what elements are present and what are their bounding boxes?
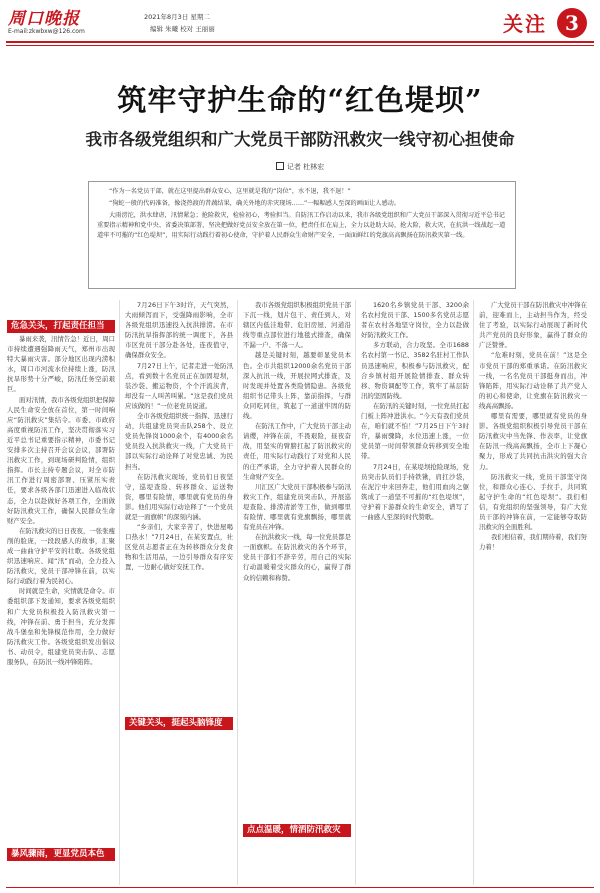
paragraph: 全市各级党组织统一指挥、迅速行动，共组建党员突击队258个、设立党员先锋岗1000余个，有4000余名党员投入抗洪救灾一线，广大党员干部以实际行动诠释了对党忠诚、为民担当。 bbox=[125, 412, 233, 471]
paragraph: 在防汛救灾的日日夜夜，一张张瘦削的脸庞，一段段感人的故事，汇聚成一曲曲守护平安的壮歌。各级党组织迅速响应、闻“汛”而动，全力投入防汛救灾，党员干部冲锋在前，以实际行动践行着为民初心。 bbox=[7, 526, 115, 586]
paragraph: 1620名乡镇党员干部、3200余名农村党员干部、1500多名党员志愿者在农村各地坚守岗位，全力以赴做好防汛救灾工作。 bbox=[361, 301, 469, 340]
paragraph: 川汇区广大党员干部积极参与防汛救灾工作，组建党员突击队，开展巡堤查险、排涝清淤等工作，做到哪里有险情、哪里就有党旗飘扬，哪里就有党员在冲锋。 bbox=[243, 482, 351, 532]
newspaper-logo: 周口晚报 bbox=[8, 9, 80, 29]
byline-text: 记者 杜林宏 bbox=[286, 163, 325, 171]
section-title: 关注 bbox=[503, 12, 547, 36]
paragraph: 多方联动，合力攻坚。全市1688名农村第一书记、3582名驻村工作队员迅速响应，积极参与防汛救灾，配合乡镇村组开展险情排查、群众转移、物资调配等工作，筑牢了基层防汛的坚固防线。 bbox=[361, 341, 469, 400]
paragraph: 面对汛情，我市各级党组织把保障人民生命安全放在首位，第一时间响应“防汛救灾”集结令。市委、市政府高度重视防汛工作，坚决贯彻落实习近平总书记重要指示精神，市委书记安排多次主持召开会议会议，部署防汛救灾工作，到现场研判险情，组织指挥。市长主持专题会议，对全市防汛工作进行周密部署、压紧压实责任，要求各级各部门迅速进入临战状态，全力以赴做好各项工作，全面做好防汛救灾工作，确保人民群众生命财产安全。 bbox=[7, 395, 115, 525]
header-rule-thin bbox=[6, 45, 594, 46]
article-subhead: 我市各级党组织和广大党员干部防汛救灾一线守初心担使命 bbox=[85, 130, 515, 149]
column-5 bbox=[479, 300, 587, 885]
footer-rule bbox=[6, 887, 594, 888]
paragraph: 7月24日，在某堤坝抢险现场，党员突击队员们手持铁锹，肩扛沙袋，在泥泞中来回奔走，他们用血肉之躯筑成了一道坚不可摧的“红色堤坝”，守护着下游群众的生命安全，谱写了一曲感人至深的时代赞歌。 bbox=[361, 462, 469, 521]
column-4 bbox=[361, 300, 469, 885]
section-subtitle: 暴风骤雨，更显党员本色 bbox=[7, 848, 115, 861]
column-1 bbox=[7, 300, 115, 885]
article-headline: 筑牢守护生命的“红色堤坝” bbox=[117, 83, 483, 117]
paragraph: 我市各级党组织积极组织党员干部下沉一线，划片包干、责任到人，对辖区内低洼地带、危旧房屋、河道沿线等重点部位进行地毯式排查，确保不漏一户、不落一人。 bbox=[243, 301, 351, 350]
header-rule bbox=[6, 41, 594, 43]
contact-email: E-mail:zkwbxw@126.com bbox=[8, 28, 85, 35]
article-byline bbox=[0, 162, 600, 172]
section-subtitle: 关键关头，挺起头脑锋度 bbox=[125, 717, 233, 730]
section-subtitle: 危急关头，打起责任担当 bbox=[7, 320, 115, 333]
byline-box-icon bbox=[276, 162, 284, 170]
intro-paragraph: 大雨滂沱，洪水肆虐，汛情紧急；抢险救灾，检验初心，考验担当。自防汛工作启动以来，我市各级党组织和广大党员干部深入贯彻习近平总书记重要指示精神和党中央、省委决策部署，坚决把做好党员安全放在第一位，把责任扛在肩上，全力以赴助大局，抢大险，救大灾，在抗洪一线战起一道道牢不可摧的“红色堤坝”，用实际行动践行着初心使命，守护着人民群众生命财产安全，一面面鲜红的党旗高高飘扬在防汛救灾第一线。 bbox=[97, 212, 506, 239]
masthead bbox=[8, 4, 128, 34]
paragraph: 我们相信着，我们期待着，我们努力着！ bbox=[479, 533, 587, 552]
paragraph: 7月26日下午3时许，天气突然，大雨倾泻而下，受强降雨影响，全市各级党组织迅速投入抗洪排涝。在市防汛抗旱指挥部的统一调度下，各县市区党员干部分赴各处，连夜值守，确保群众安全。 bbox=[125, 301, 233, 360]
paragraph: 越是关键时刻，越要彰显党员本色。全市共组织12000余名党员干部深入抗汛一线，开展拉网式排查，及时发现并处置各类险情隐患。各级党组织书记带头上阵，靠前指挥，与群众同吃同住，筑起了一道道牢固的防线。 bbox=[243, 351, 351, 421]
paragraph: “乡亲们，大家辛苦了，快进屋喝口热水！”7月24日，在某安置点，社区党员志愿者正在为转移群众分发食物和生活用品，一边引导群众有序安置，一边耐心做好安抚工作。 bbox=[125, 523, 233, 572]
column-divider bbox=[119, 300, 120, 885]
paragraph: 在防汛救灾现场，党员们日夜坚守，巡堤查险、转移群众、运送物资，哪里有险情，哪里就有党员的身影。他们用实际行动诠释了“一个党员就是一面旗帜”的深刻内涵。 bbox=[125, 472, 233, 521]
page-number-badge: 3 bbox=[557, 8, 587, 38]
column-divider bbox=[473, 300, 474, 885]
section-subtitle: 点点温暖，情洒防汛救灾 bbox=[243, 824, 351, 837]
paragraph: 广大党员干部在防汛救灾中冲锋在前，迎难而上，主动担当作为，经受住了考验，以实际行动展现了新时代共产党员的良好形象，赢得了群众的广泛赞誉。 bbox=[479, 301, 587, 350]
paragraph: 在抗洪救灾一线，每一位党员都是一面旗帜。在防汛救灾的各个环节，党员干部们不辞辛劳，用自己的实际行动温暖着受灾群众的心，赢得了群众的信赖和称赞。 bbox=[243, 533, 351, 582]
paragraph: “危难时刻，党员在前！”这是全市党员干部的郑重承诺。在防汛救灾一线，一名名党员干部挺身而出，冲锋陷阵，用实际行动诠释了共产党人的初心和使命，让党旗在防汛救灾一线高高飘扬。 bbox=[479, 351, 587, 410]
paragraph: 在防汛工作中，广大党员干部主动请缨，冲锋在前，不畏艰险，昼夜奋战，用坚实的臂膀扛起了防汛救灾的责任，用实际行动践行了对党和人民的庄严承诺，全力守护着人民群众的生命财产安全。 bbox=[243, 422, 351, 481]
issue-date: 2021年8月3日 星期二 bbox=[144, 13, 210, 21]
column-2 bbox=[125, 300, 233, 885]
intro-box bbox=[88, 181, 516, 289]
editor-credits: 编辑 朱曦 校对 王丽丽 bbox=[150, 25, 215, 33]
column-divider bbox=[355, 300, 356, 885]
paragraph: 哪里有需要，哪里就有党员的身影。各级党组织积极引导党员干部在防汛救灾中当先锋、作表率，让党旗在防汛一线高高飘扬，全市上下凝心聚力，形成了共同抗击洪灾的强大合力。 bbox=[479, 412, 587, 471]
intro-paragraph: “作为一名党员干部，就在这里提出群众安心，这里就是我的“岗位”，水不退，我不退！” bbox=[109, 188, 351, 195]
paragraph: 防汛救灾一线，党员干部坚守岗位，和群众心连心、手拉手，共同筑起守护生命的“红色堤坝”。我们相信，有党组织的坚强领导，有广大党员干部的冲锋在前，一定能够夺取防汛救灾的全面胜利。 bbox=[479, 472, 587, 532]
intro-paragraph: “狗蛇一般的代码准备，像浇热渡的昔蔬结果，确关外地的赤灾现场……”一幅幅感人至深的画面让人感动。 bbox=[109, 200, 401, 207]
paragraph: 7月27日上午，记者走进一处防汛点，看到数十名党员正在加固堤坝，装沙袋、搬运物资，个个汗流浃背，却没有一人叫苦叫累。“这是我们党员应该做的！”一位老党员说道。 bbox=[125, 361, 233, 410]
paragraph: 在防汛的关键时刻，一位党员扛起门板上阵冲进洪水。“今天有我们党员在，咱们就不怕！”7月25日下午3时许，暴雨骤降，水位迅速上涨，一位党员第一时间带领群众转移到安全地带。 bbox=[361, 401, 469, 461]
column-divider bbox=[237, 300, 238, 885]
column-3 bbox=[243, 300, 351, 885]
paragraph: 暴雨来袭，汛情告急！近日，周口市持续遭遇强降雨天气，郑州市出现特大暴雨灾害。部分地区出现内涝积水，周口市河流水位持续上涨，防汛抗旱形势十分严峻，防汛任务空前艰巨。 bbox=[7, 335, 115, 394]
paragraph: 时间就是生命，灾情就是命令。市委组织部下发通知，要求各级党组织和广大党员积极投入防汛救灾第一线，冲锋在前、勇于担当，充分发挥战斗堡垒和先锋模范作用，全力做好防汛救灾工作。各级党组织发出倡议书、动员令，组建党员突击队、志愿服务队，在防汛一线冲锋陷阵。 bbox=[7, 587, 115, 666]
